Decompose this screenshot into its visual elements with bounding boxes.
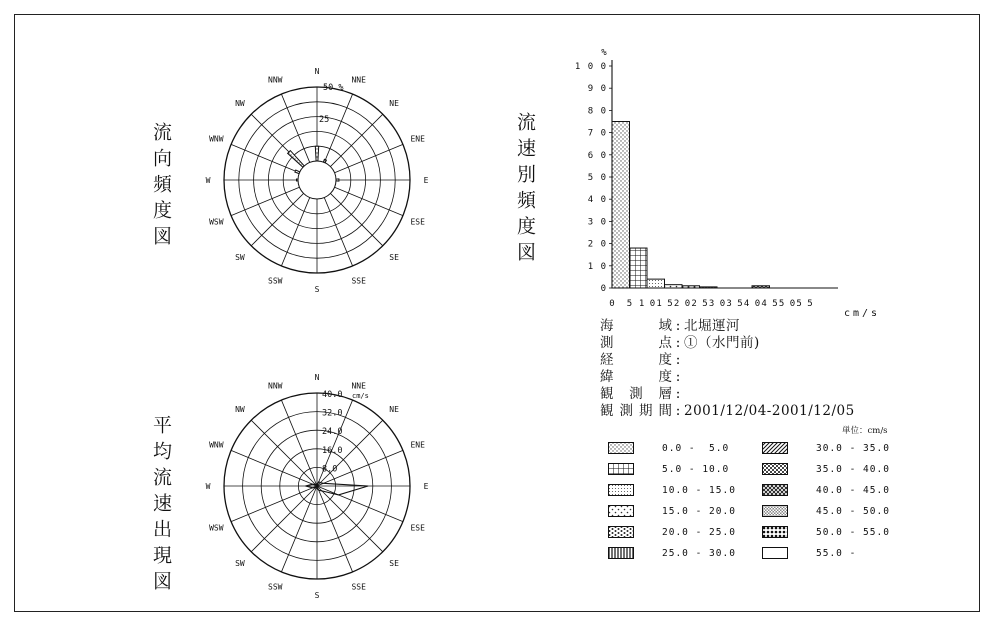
speed-histogram <box>575 48 880 319</box>
y-tick-label: 5 0 <box>587 173 607 183</box>
x-tick-label: 1 0 <box>638 299 656 309</box>
legend-item <box>608 502 736 520</box>
x-tick-label: 1 5 <box>656 299 673 309</box>
rose-spoke <box>281 94 309 162</box>
mean-rose-title: 平均流速出現図 <box>150 415 172 597</box>
direction-label: ENE <box>410 440 425 450</box>
direction-label: SSW <box>268 276 283 286</box>
legend-swatch <box>762 526 788 538</box>
direction-label: NW <box>235 404 245 414</box>
direction-label: NNE <box>351 75 366 85</box>
legend-item <box>608 460 729 478</box>
legend-range-label: 45.0 - 50.0 <box>816 505 890 517</box>
x-tick-label: 4 0 <box>743 299 761 309</box>
histogram-bar <box>665 285 683 288</box>
direction-label: SE <box>389 559 399 569</box>
info-row: 緯 度 : <box>600 369 681 385</box>
rose-spoke <box>324 198 352 266</box>
rose-frequency-bar <box>315 146 318 161</box>
histogram-bar <box>700 287 718 288</box>
rose-unit-label: cm/s <box>352 392 369 400</box>
info-label: 観 測 層 <box>600 386 672 402</box>
legend-range-label: 20.0 - 25.0 <box>662 526 736 538</box>
rose-spoke <box>330 193 382 245</box>
legend-item <box>762 544 856 562</box>
rose-spoke <box>330 114 382 166</box>
mean-speed-rose <box>206 373 429 600</box>
legend-range-label: 40.0 - 45.0 <box>816 484 890 496</box>
info-value: 北堀運河 <box>684 318 740 334</box>
rose-spoke <box>231 144 299 172</box>
direction-label: ESE <box>410 523 425 533</box>
legend-swatch <box>608 463 634 475</box>
direction-label: E <box>423 176 429 185</box>
direction-label: ESE <box>410 217 425 227</box>
info-row: 測 点 : ①（水門前) <box>600 335 760 351</box>
legend-range-label: 15.0 - 20.0 <box>662 505 736 517</box>
direction-label: N <box>314 67 320 76</box>
rose-ring-label: 16.0 <box>322 445 343 456</box>
rose-ring-label: 24.0 <box>322 427 343 438</box>
direction-label: SSE <box>351 582 366 592</box>
freq-rose-title: 流向頻度図 <box>150 122 172 252</box>
x-tick-label: 2 5 <box>691 299 708 309</box>
direction-label: N <box>314 373 320 382</box>
histogram-bar <box>612 122 630 289</box>
y-tick-label: 1 0 <box>587 261 607 272</box>
info-row: 経 度 : <box>600 352 681 368</box>
y-tick-label: 7 0 <box>587 128 607 139</box>
y-tick-label: 8 0 <box>587 106 607 117</box>
direction-label: NNW <box>268 381 283 391</box>
legend-swatch <box>762 505 788 517</box>
info-label: 観 測 期 間 <box>600 403 672 419</box>
legend-swatch <box>608 526 634 538</box>
legend-swatch <box>762 442 788 454</box>
direction-label: W <box>205 482 211 491</box>
x-tick-label: 0 <box>609 299 615 309</box>
legend-range-label: 0.0 - 5.0 <box>662 442 730 454</box>
x-tick-label: 5 5 <box>796 299 813 309</box>
legend-swatch <box>608 484 634 496</box>
x-tick-label: 2 0 <box>673 299 691 309</box>
direction-label: SW <box>235 253 245 263</box>
direction-label: NW <box>235 98 245 108</box>
info-label: 海 域 <box>600 318 672 334</box>
legend-unit-note: 単位：cm/s <box>842 426 888 436</box>
info-row: 観 測 期 間 : 2001/12/04-2001/12/05 <box>600 403 855 419</box>
rose-frequency-bar <box>336 179 339 181</box>
x-tick-label: 5 <box>626 299 633 309</box>
rose-spoke <box>281 198 309 266</box>
legend-item <box>762 481 890 499</box>
info-label: 経 度 <box>600 352 672 368</box>
direction-label: SW <box>235 559 245 569</box>
info-label: 緯 度 <box>600 369 672 385</box>
x-tick-label: 3 0 <box>708 299 726 309</box>
direction-label: WSW <box>209 217 224 227</box>
x-axis-label: cm/s <box>843 308 881 319</box>
legend-swatch <box>762 463 788 475</box>
legend-swatch <box>762 547 788 559</box>
rose-spoke <box>231 187 299 215</box>
legend-swatch <box>608 442 634 454</box>
direction-label: WSW <box>209 523 224 533</box>
legend-item <box>608 481 736 499</box>
rose-spoke <box>335 144 403 172</box>
rose-ring-label: 8.0 <box>322 464 338 475</box>
rose-spoke <box>251 486 317 552</box>
legend-item <box>608 523 736 541</box>
legend-swatch <box>608 547 634 559</box>
histogram-bar <box>630 248 648 288</box>
rose-ring-label: 40.0 <box>322 390 343 400</box>
legend-range-label: 10.0 - 15.0 <box>662 484 736 496</box>
rose-frequency-bar <box>297 179 299 181</box>
legend-item <box>608 544 736 562</box>
direction-label: S <box>314 591 320 600</box>
rose-frequency-bar <box>295 170 300 174</box>
info-block <box>600 318 855 420</box>
y-tick-label: 6 0 <box>587 150 607 161</box>
x-tick-label: 4 5 <box>761 299 778 309</box>
direction-label: SSW <box>268 582 283 592</box>
legend-range-label: 25.0 - 30.0 <box>662 547 736 559</box>
legend-item <box>762 460 890 478</box>
info-value: 2001/12/04-2001/12/05 <box>684 403 855 419</box>
legend-range-label: 50.0 - 55.0 <box>816 526 890 538</box>
direction-label: NNE <box>351 381 366 391</box>
legend-swatch <box>762 484 788 496</box>
rose-spoke <box>335 187 403 215</box>
legend-range-label: 5.0 - 10.0 <box>662 463 730 475</box>
info-value: ①（水門前) <box>684 335 760 351</box>
rose-spoke <box>251 420 317 486</box>
legend-item <box>762 502 890 520</box>
rose-frequency-bar <box>323 159 326 163</box>
y-tick-label: 1 0 0 <box>574 62 607 72</box>
rose-tick-label: 25 <box>319 115 330 125</box>
direction-label: ENE <box>410 134 425 144</box>
y-tick-label: 4 0 <box>587 195 607 206</box>
rose-spoke <box>324 94 352 162</box>
legend-item <box>762 439 890 457</box>
direction-label: E <box>423 482 429 491</box>
legend-item <box>608 439 729 457</box>
speed-hist-title: 流速別頻度図 <box>514 112 536 268</box>
direction-label: W <box>205 176 211 185</box>
direction-label: S <box>314 285 320 294</box>
x-tick-label: 3 5 <box>726 299 743 309</box>
direction-label: WNW <box>209 440 224 450</box>
rose-spoke <box>317 486 383 552</box>
y-axis-label: % <box>601 48 607 58</box>
legend-range-label: 55.0 - <box>816 547 857 559</box>
histogram-bar <box>752 286 770 288</box>
direction-label: SSE <box>351 276 366 286</box>
info-row: 観 測 層 : <box>600 386 681 402</box>
y-tick-label: 3 0 <box>587 217 607 228</box>
y-tick-label: 9 0 <box>587 84 607 95</box>
info-row: 海 域 : 北堀運河 <box>600 318 740 334</box>
rose-tick-label: 50 % <box>323 83 344 93</box>
direction-label: NE <box>389 404 399 414</box>
histogram-bar <box>647 279 665 288</box>
histogram-bar <box>682 286 700 288</box>
info-label: 測 点 <box>600 335 672 351</box>
freq-rose <box>206 67 429 294</box>
legend-swatch <box>608 505 634 517</box>
direction-label: NNW <box>268 75 283 85</box>
legend-range-label: 30.0 - 35.0 <box>816 442 890 454</box>
rose-ring-label: 32.0 <box>322 408 343 419</box>
rose-spoke <box>251 193 303 245</box>
y-tick-label: 0 <box>600 284 607 294</box>
direction-label: SE <box>389 253 399 263</box>
direction-label: NE <box>389 98 399 108</box>
legend-item <box>762 523 890 541</box>
direction-label: WNW <box>209 134 224 144</box>
y-tick-label: 2 0 <box>587 239 607 250</box>
x-tick-label: 5 0 <box>778 299 796 309</box>
legend-range-label: 35.0 - 40.0 <box>816 463 890 475</box>
